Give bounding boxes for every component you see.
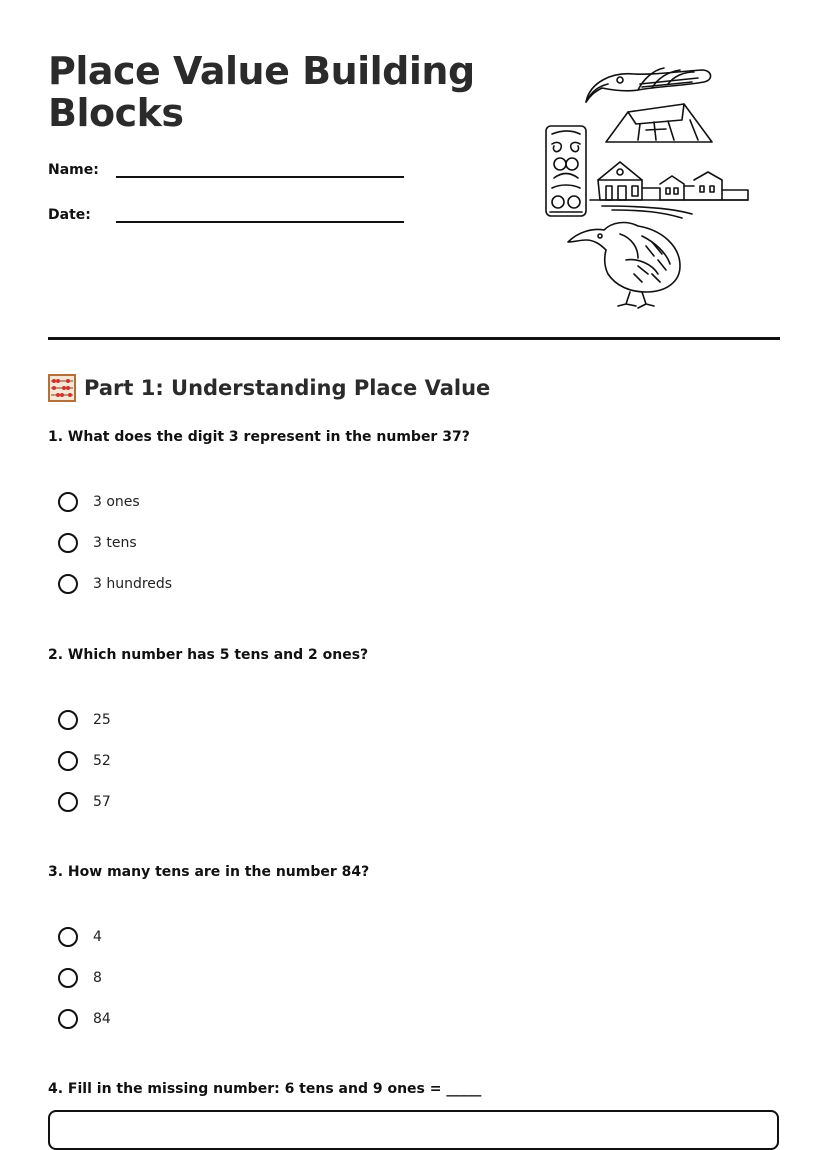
option-q3-c[interactable] [58, 1009, 111, 1029]
radio-button[interactable] [58, 792, 78, 812]
cultural-illustration [542, 60, 752, 310]
option-q2-a[interactable] [58, 710, 111, 730]
option-label: 52 [93, 753, 111, 769]
option-label: 3 tens [93, 535, 137, 551]
house-icon [590, 162, 748, 218]
abacus-icon [48, 374, 76, 402]
date-input-line[interactable] [116, 205, 404, 223]
bird-icon [586, 68, 711, 102]
option-label: 84 [93, 1011, 111, 1027]
date-label: Date: [48, 207, 91, 223]
radio-button[interactable] [58, 574, 78, 594]
option-q1-a[interactable] [58, 492, 140, 512]
kiwi-icon [568, 223, 680, 308]
option-q1-c[interactable] [58, 574, 172, 594]
section-divider [48, 337, 780, 340]
mountain-icon [606, 104, 712, 142]
option-label: 8 [93, 970, 102, 986]
question-2: 2. Which number has 5 tens and 2 ones? [48, 647, 369, 663]
radio-button[interactable] [58, 968, 78, 988]
option-q1-b[interactable] [58, 533, 137, 553]
answer-input-box[interactable] [48, 1110, 779, 1150]
radio-button[interactable] [58, 533, 78, 553]
radio-button[interactable] [58, 710, 78, 730]
option-label: 3 ones [93, 494, 140, 510]
option-q3-a[interactable] [58, 927, 102, 947]
carving-icon [546, 126, 586, 216]
name-label: Name: [48, 162, 99, 178]
radio-button[interactable] [58, 492, 78, 512]
radio-button[interactable] [58, 927, 78, 947]
date-field-row [48, 205, 404, 223]
question-3: 3. How many tens are in the number 84? [48, 864, 370, 880]
option-q2-b[interactable] [58, 751, 111, 771]
name-field-row [48, 160, 404, 178]
question-1: 1. What does the digit 3 represent in the number 37? [48, 429, 470, 445]
option-q2-c[interactable] [58, 792, 111, 812]
option-label: 3 hundreds [93, 576, 173, 592]
name-input-line[interactable] [116, 160, 404, 178]
page-title: Place Value Building Blocks [48, 49, 475, 135]
option-q3-b[interactable] [58, 968, 102, 988]
question-4: 4. Fill in the missing number: 6 tens and 9 ones = _____ [48, 1081, 482, 1097]
section-title-text: Part 1: Understanding Place Value [84, 376, 491, 400]
worksheet-page [48, 0, 780, 1118]
section-title-part1 [48, 374, 490, 402]
radio-button[interactable] [58, 1009, 78, 1029]
option-label: 25 [93, 712, 111, 728]
radio-button[interactable] [58, 751, 78, 771]
option-label: 4 [93, 929, 102, 945]
option-label: 57 [93, 794, 111, 810]
